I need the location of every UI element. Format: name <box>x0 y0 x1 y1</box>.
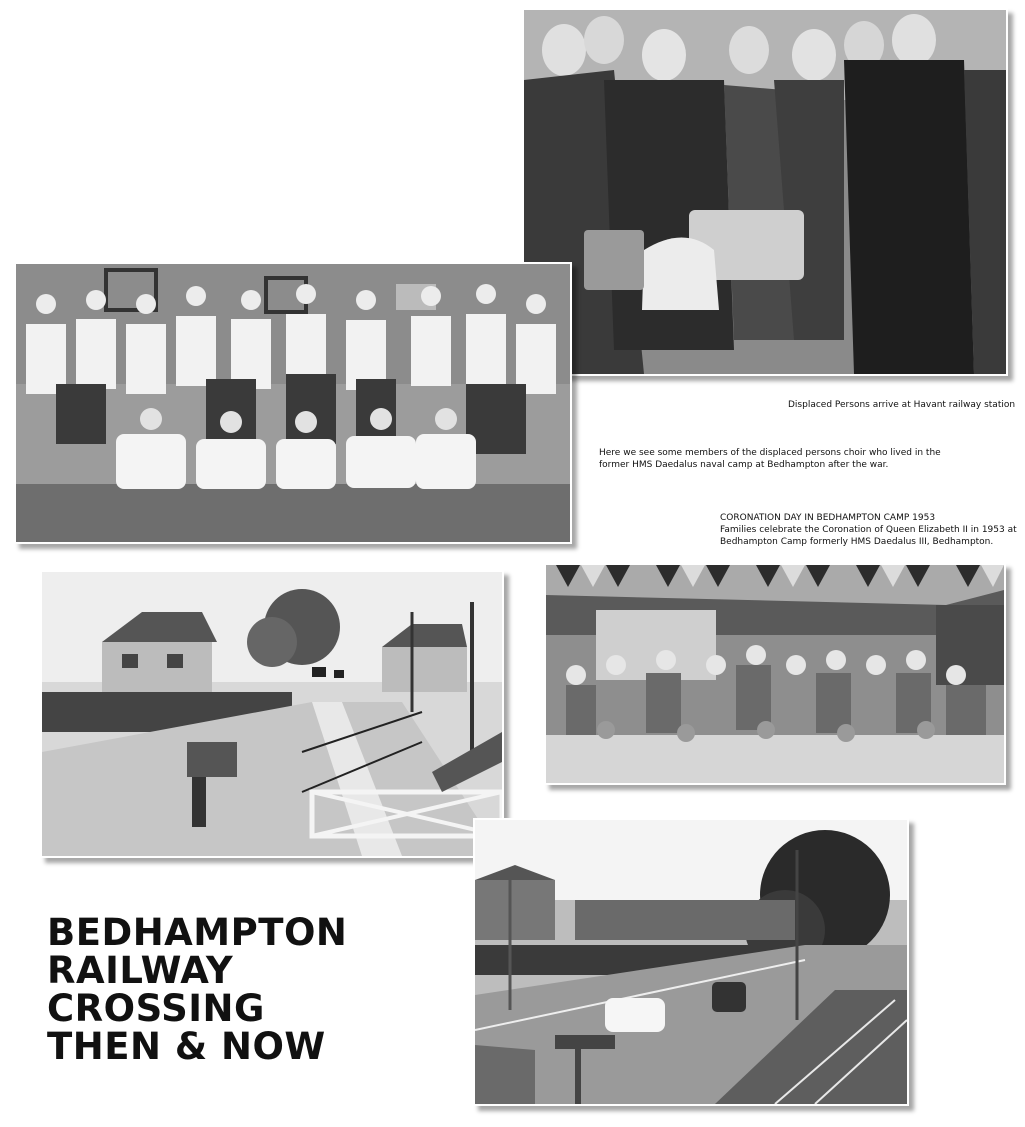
old-railway-crossing-icon <box>42 572 502 856</box>
headline-line3: CROSSING <box>47 987 265 1030</box>
photo-displaced-persons-arrival <box>522 8 1008 376</box>
headline-line1: BEDHAMPTON <box>47 911 348 954</box>
headline-line2: RAILWAY <box>47 949 234 992</box>
photo-crossing-then <box>40 570 504 858</box>
page-headline <box>47 911 348 1068</box>
photo-crossing-now <box>473 818 909 1106</box>
caption-arrival <box>788 399 1015 411</box>
caption-coronation-line1: Families celebrate the Coronation of Queen Elizabeth II in 1953 at <box>720 525 1017 535</box>
street-party-icon <box>546 565 1004 783</box>
women-with-luggage-icon <box>524 10 1006 374</box>
photo-choir <box>14 262 572 544</box>
caption-choir-line2: former HMS Daedalus naval camp at Bedhampton after the war. <box>599 460 889 470</box>
modern-road-crossing-icon <box>475 820 907 1104</box>
caption-choir <box>599 447 941 471</box>
photo-coronation-party <box>544 563 1006 785</box>
choir-group-icon <box>16 264 570 542</box>
caption-coronation <box>720 512 1017 548</box>
headline-line4: THEN & NOW <box>47 1025 326 1068</box>
caption-choir-line1: Here we see some members of the displaced persons choir who lived in the <box>599 448 941 458</box>
caption-coronation-title: CORONATION DAY IN BEDHAMPTON CAMP 1953 <box>720 513 936 523</box>
caption-arrival-text: Displaced Persons arrive at Havant railway station <box>788 400 1016 410</box>
caption-coronation-line2: Bedhampton Camp formerly HMS Daedalus III, Bedhampton. <box>720 537 994 547</box>
